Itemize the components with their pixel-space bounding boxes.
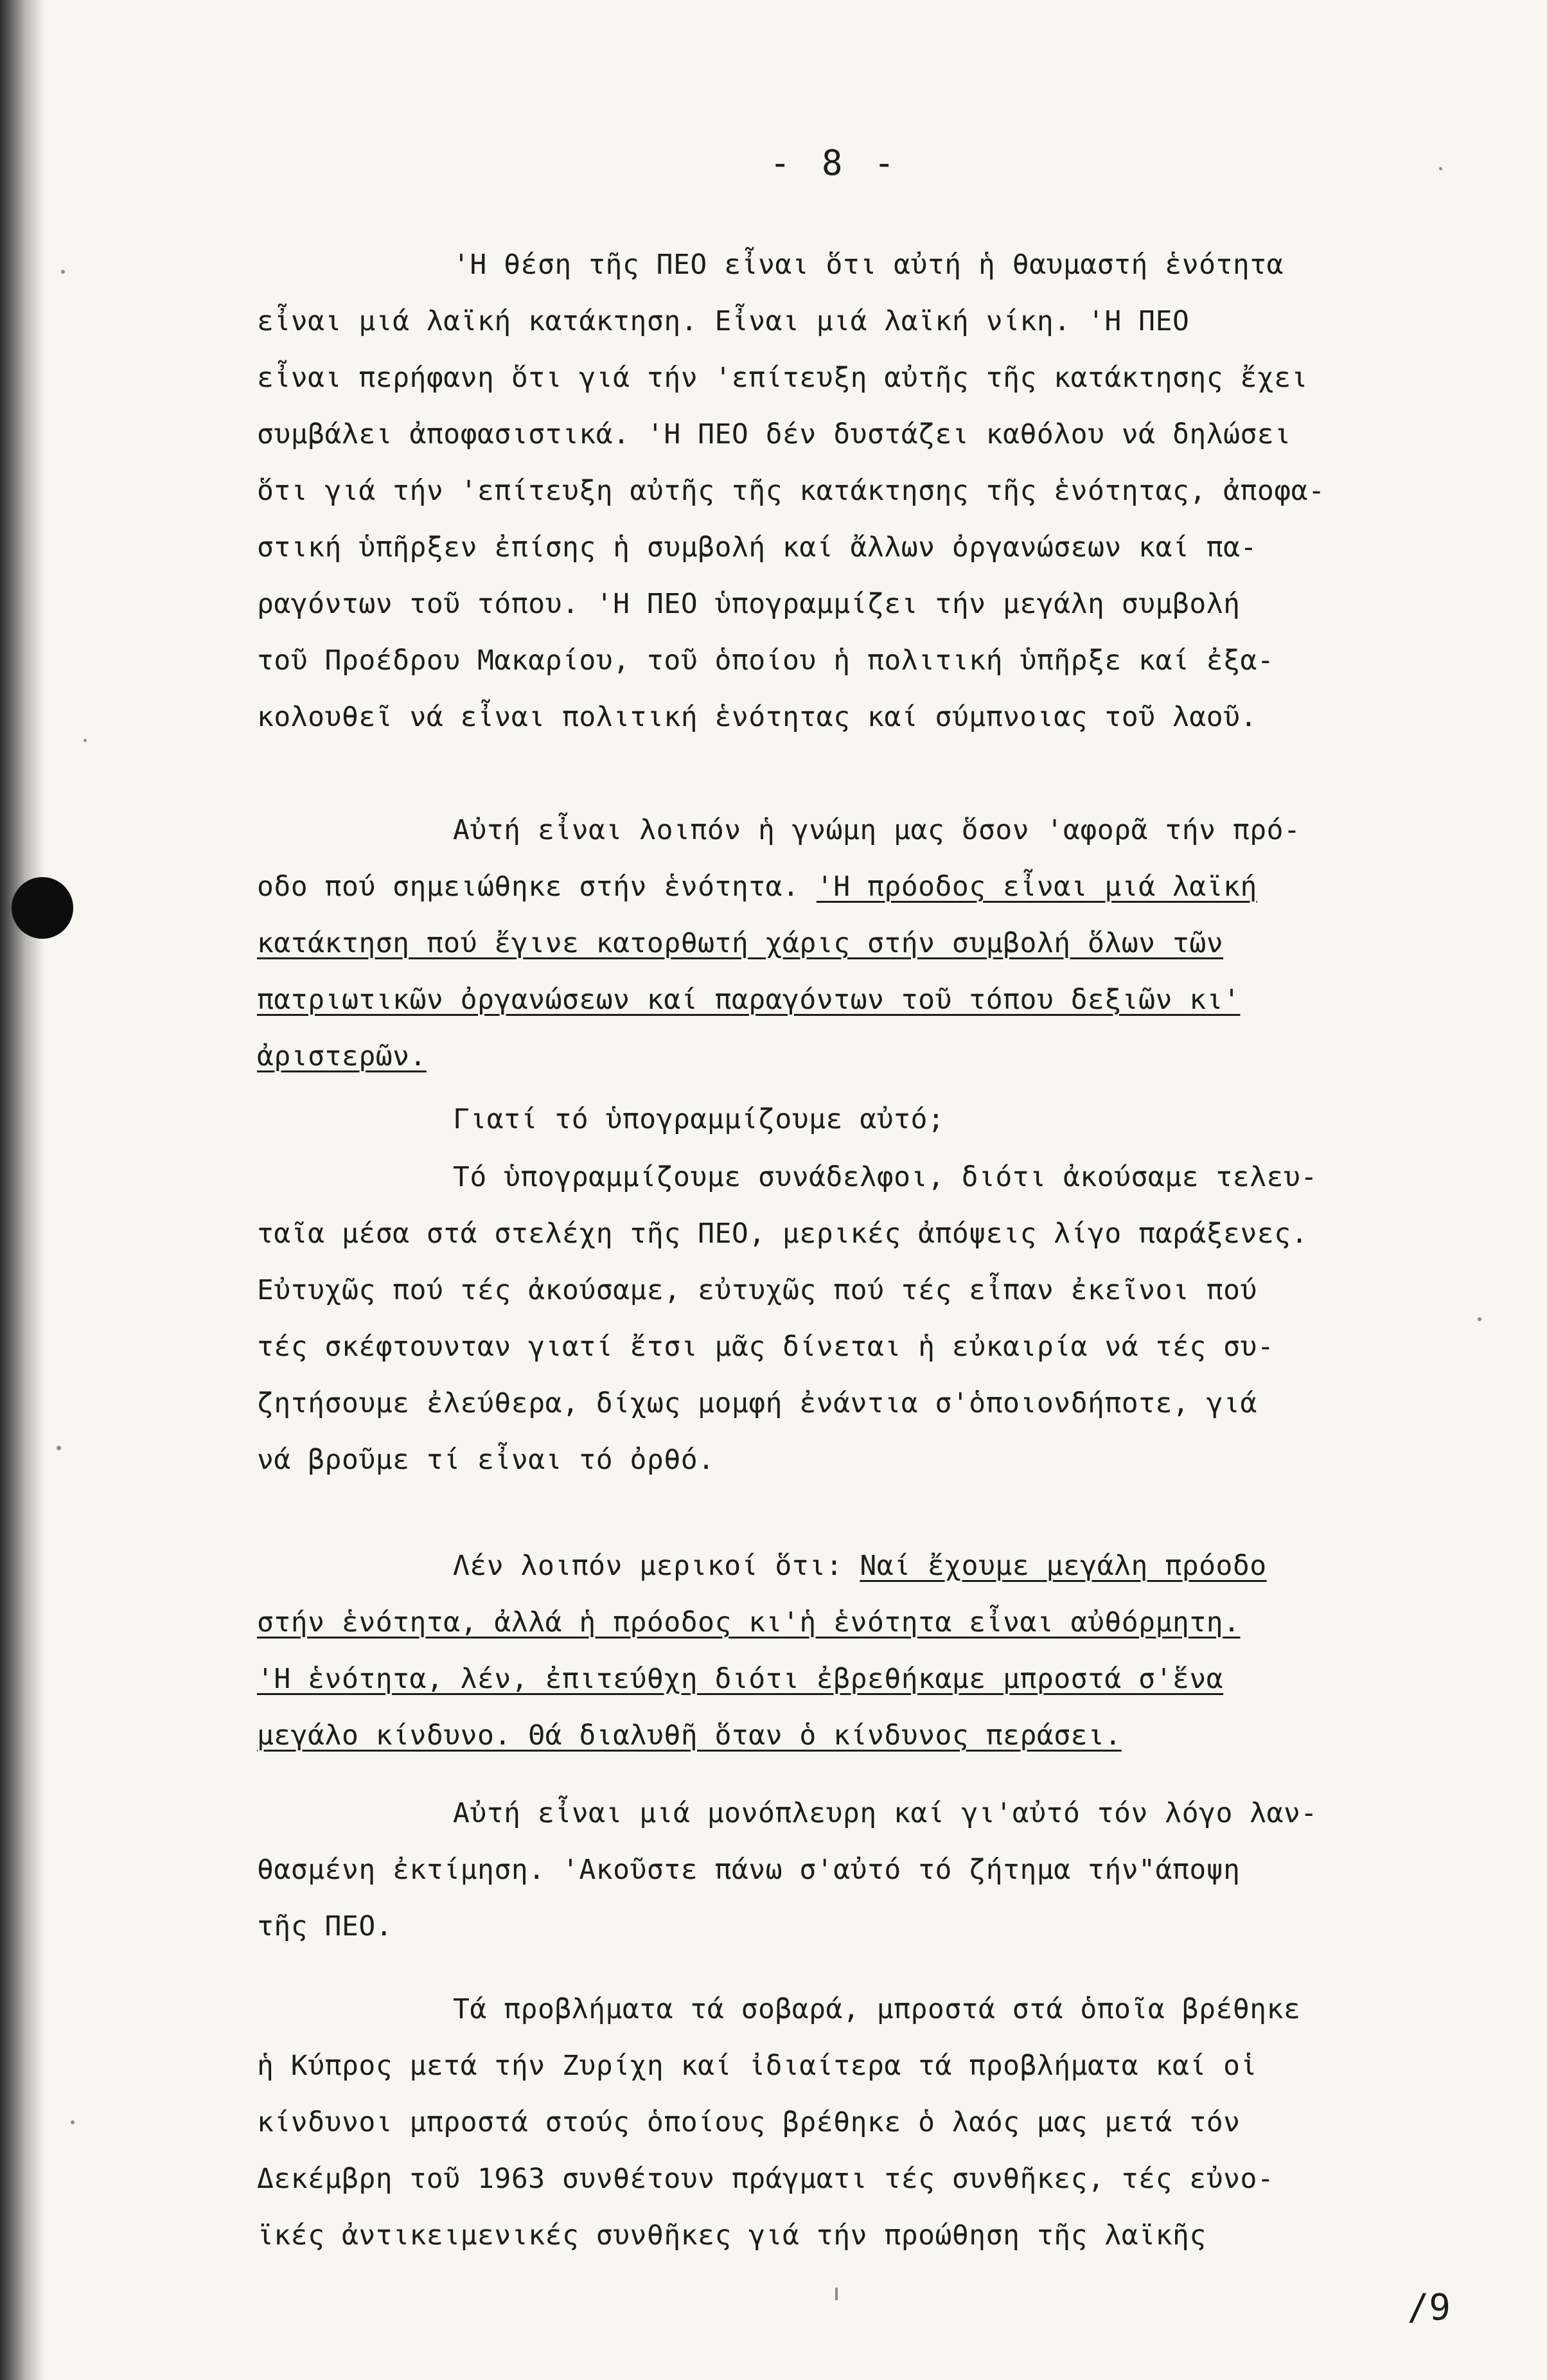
line-text: νά βροῦμε τί εἶναι τό ὀρθό. (257, 1444, 715, 1476)
scan-left-edge (0, 0, 45, 2380)
underlined-text: 'Η ἑνότητα, λέν, ἐπιτεύθχη διότι ἐβρεθήκαμε μπροστά σ'ἕνα (257, 1663, 1224, 1695)
line-text: συμβάλει ἀποφασιστικά. 'Η ΠΕΟ δέν δυστάζει καθόλου νά δηλώσει (257, 418, 1291, 450)
text-line (257, 580, 1241, 628)
text-line (257, 2155, 1274, 2203)
text-line (257, 1266, 1257, 1314)
text-line (257, 524, 1257, 571)
text-line (257, 298, 1189, 345)
underlined-text: 'Η πρόοδος εἶναι μιά λαϊκή (816, 871, 1257, 903)
line-text: οδο πού σημειώθηκε στήν ἑνότητα. (257, 871, 817, 903)
scan-speckle (1478, 1317, 1481, 1321)
line-text: Γιατί τό ὑπογραμμίζουμε αὐτό; (453, 1103, 945, 1135)
text-line (453, 1542, 1267, 1590)
text-line (453, 1153, 1318, 1201)
line-text: Τό ὑπογραμμίζουμε συνάδελφοι, διότι ἀκούσαμε τελευ- (453, 1161, 1318, 1193)
line-text: Λέν λοιπόν μερικοί ὅτι: (453, 1550, 860, 1582)
line-text: Αὐτή εἶναι μιά μονόπλευρη καί γι'αὐτό τόν λόγο λαν- (453, 1797, 1318, 1829)
text-line (257, 919, 1223, 967)
underlined-text: πατριωτικῶν ὀργανώσεων καί παραγόντων τοῦ τόπου δεξιῶν κι' (257, 984, 1241, 1016)
line-text: τῆς ΠΕΟ. (257, 1910, 393, 1942)
line-text: ζητήσουμε ἐλεύθερα, δίχως μομφή ἐνάντια σ'ὁποιονδήποτε, γιά (257, 1387, 1257, 1419)
line-text: τές σκέφτουνταν γιατί ἔτσι μᾶς δίνεται ἡ εὐκαιρία νά τές συ- (257, 1331, 1275, 1363)
text-line (453, 241, 1284, 289)
text-line (257, 2099, 1241, 2146)
line-text: θασμένη ἐκτίμηση. 'Ακοῦστε πάνω σ'αὐτό τό ζήτημα τήν"άποψη (257, 1854, 1241, 1886)
line-text: εἶναι μιά λαϊκή κατάκτηση. Εἶναι μιά λαϊκή νίκη. 'Η ΠΕΟ (257, 305, 1190, 337)
line-text: Αὐτή εἶναι λοιπόν ἡ γνώμη μας ὅσον 'αφορᾶ τήν πρό- (453, 814, 1301, 846)
line-text: Εὐτυχῶς πού τές ἀκούσαμε, εὐτυχῶς πού τές εἶπαν ἐκεῖνοι πού (257, 1274, 1257, 1306)
line-text: ραγόντων τοῦ τόπου. 'Η ΠΕΟ ὑπογραμμίζει τήν μεγάλη συμβολή (257, 588, 1241, 620)
scan-speckle (835, 2287, 838, 2300)
text-line (257, 1712, 1122, 1759)
underlined-text: Ναί ἔχουμε μεγάλη πρόοδο (860, 1550, 1267, 1582)
text-line (257, 976, 1241, 1024)
text-line (257, 1655, 1223, 1703)
text-line (257, 1903, 393, 1950)
line-text: ταῖα μέσα στά στελέχη τῆς ΠΕΟ, μερικές ἀπόψεις λίγο παράξενες. (257, 1218, 1309, 1250)
text-line (257, 637, 1274, 684)
line-text: Δεκέμβρη τοῦ 1963 συνθέτουν πράγματι τές συνθῆκες, τές εὐνο- (257, 2163, 1275, 2195)
text-line (257, 1436, 714, 1484)
line-text: Τά προβλήματα τά σοβαρά, μπροστά στά ὁποῖα βρέθηκε (453, 1993, 1301, 2025)
text-line (453, 1985, 1300, 2033)
scan-speckle (71, 2120, 75, 2124)
text-line (257, 1846, 1241, 1894)
scan-speckle (84, 739, 87, 742)
underlined-text: ἀριστερῶν. (257, 1040, 427, 1072)
line-text: κίνδυνοι μπροστά στούς ὁποίους βρέθηκε ὁ λαός μας μετά τόν (257, 2106, 1241, 2138)
punch-hole (12, 877, 73, 939)
text-line (257, 693, 1257, 741)
line-text: ἡ Κύπρος μετά τήν Ζυρίχη καί ἰδιαίτερα τά προβλήματα καί οἱ (257, 2050, 1257, 2082)
text-line (453, 1096, 944, 1143)
scan-speckle (57, 1446, 61, 1450)
text-line (257, 2042, 1257, 2090)
text-line (257, 467, 1325, 515)
line-text: εἶναι περήφανη ὅτι γιά τήν 'επίτευξη αὐτῆς τῆς κατάκτησης ἔχει (257, 362, 1309, 394)
text-line (257, 411, 1291, 458)
line-text: 'Η θέση τῆς ΠΕΟ εἶναι ὅτι αὐτή ἡ θαυμαστή ἑνότητα (453, 249, 1284, 281)
line-text: τοῦ Προέδρου Μακαρίου, τοῦ ὁποίου ἡ πολιτική ὑπῆρξε καί ἐξα- (257, 644, 1275, 677)
underlined-text: κατάκτηση πού ἔγινε κατορθωτή χάρις στήν συμβολή ὅλων τῶν (257, 927, 1224, 959)
underlined-text: στήν ἑνότητα, ἀλλά ἡ πρόοδος κι'ἡ ἑνότητα εἶναι αὐθόρμητη. (257, 1606, 1241, 1638)
text-line (257, 863, 1257, 910)
page-number: - 8 - (770, 143, 900, 183)
text-line (257, 1599, 1241, 1646)
underlined-text: μεγάλο κίνδυνο. Θά διαλυθῆ ὅταν ὁ κίνδυνος περάσει. (257, 1719, 1122, 1752)
line-text: κολουθεῖ νά εἶναι πολιτική ἑνότητας καί σύμπνοιας τοῦ λαοῦ. (257, 701, 1257, 733)
continuation-mark: /9 (1407, 2287, 1451, 2329)
scan-speckle (61, 270, 65, 274)
text-line (453, 1789, 1318, 1837)
text-line (257, 1323, 1274, 1371)
line-text: ὅτι γιά τήν 'επίτευξη αὐτῆς τῆς κατάκτησης τῆς ἑνότητας, ἀποφα- (257, 475, 1325, 507)
text-line (257, 354, 1308, 402)
text-line (257, 1380, 1257, 1427)
text-line (257, 1210, 1308, 1257)
line-text: στική ὑπῆρξεν ἐπίσης ἡ συμβολή καί ἄλλων ὀργανώσεων καί πα- (257, 531, 1257, 564)
scan-speckle (1439, 167, 1442, 170)
text-line (453, 806, 1300, 854)
text-line (257, 2212, 1207, 2259)
line-text: ϊκές ἀντικειμενικές συνθῆκες γιά τήν προώθηση τῆς λαϊκῆς (257, 2219, 1207, 2251)
text-line (257, 1033, 427, 1080)
